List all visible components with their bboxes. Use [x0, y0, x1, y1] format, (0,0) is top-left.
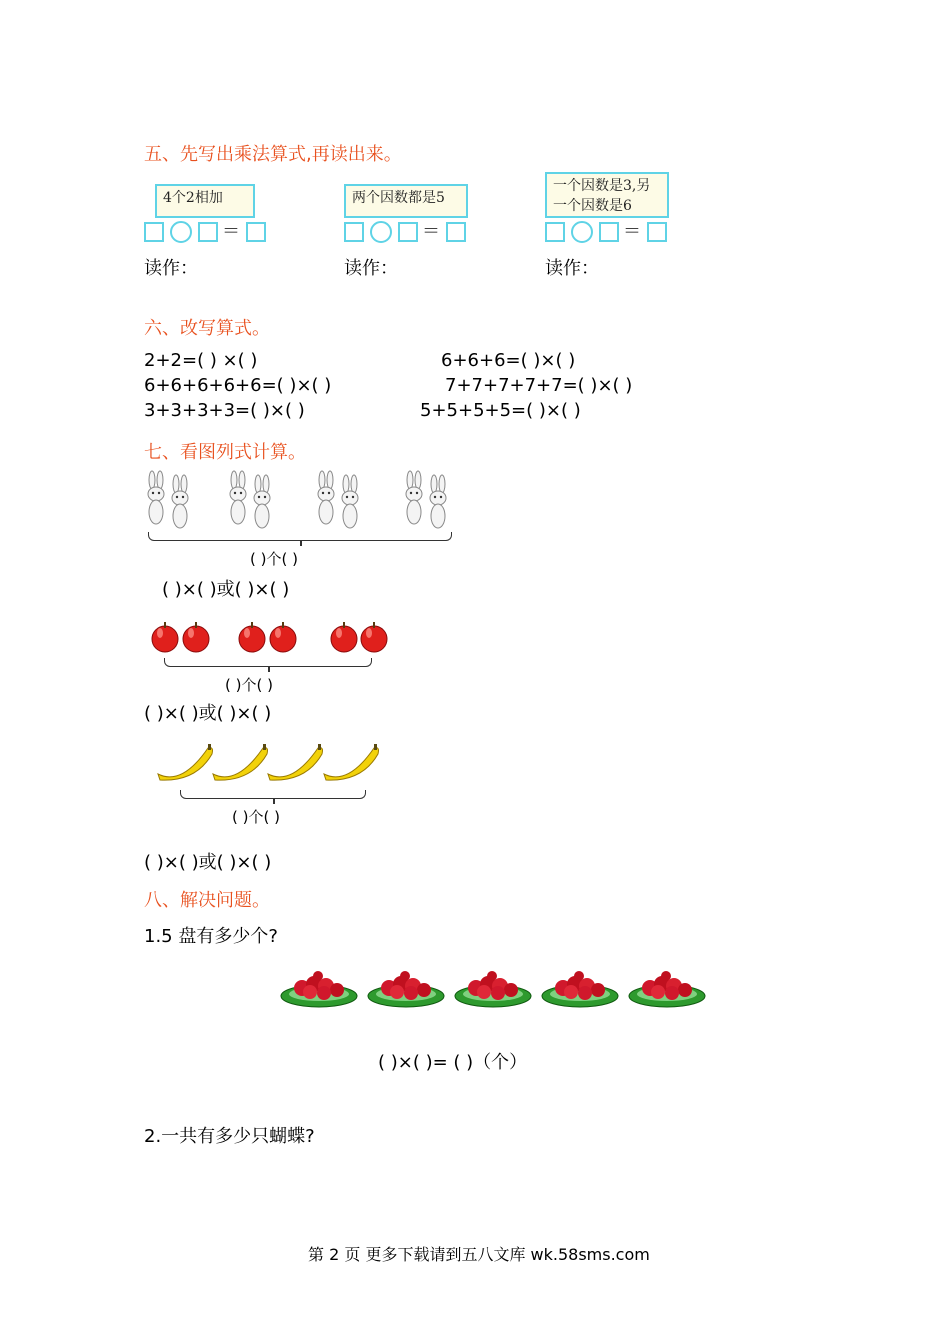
group-brace: [180, 790, 366, 799]
answer-box[interactable]: [647, 222, 667, 242]
rewrite-item: 2+2=( ) ×( ): [144, 350, 258, 371]
rabbit-answer: ( )×( )或( )×( ): [162, 579, 290, 600]
operator-circle[interactable]: [370, 221, 392, 243]
equals-sign: ＝: [623, 221, 641, 242]
read-label: 读作：: [344, 258, 398, 279]
section8-title: 八、解决问题。: [144, 890, 270, 911]
section7-title: 七、看图列式计算。: [144, 442, 306, 463]
rewrite-item: 6+6+6+6+6=( )×( ): [144, 375, 332, 396]
answer-box[interactable]: [599, 222, 619, 242]
prompt-text: 一个因数是3,另: [553, 178, 651, 194]
group-label: ( )个( ): [225, 676, 273, 694]
group-brace: [164, 658, 372, 667]
section5-title: 五、先写出乘法算式,再读出来。: [144, 144, 402, 165]
rabbits-image: [140, 468, 455, 530]
rewrite-item: 3+3+3+3=( )×( ): [144, 400, 305, 421]
prompt-text: 一个因数是6: [553, 198, 632, 214]
apples-image: [150, 620, 395, 656]
bananas-image: [156, 742, 384, 786]
equals-sign: ＝: [422, 221, 440, 242]
prompt-text: 4个2相加: [163, 190, 223, 206]
apple-answer: ( )×( )或( )×( ): [144, 703, 272, 724]
banana-answer: ( )×( )或( )×( ): [144, 852, 272, 873]
rewrite-item: 6+6+6=( )×( ): [441, 350, 576, 371]
answer-box[interactable]: [144, 222, 164, 242]
strawberry-plates-image: [280, 964, 710, 1010]
section6-title: 六、改写算式。: [144, 318, 270, 339]
answer-box[interactable]: [344, 222, 364, 242]
question-1-answer: ( )×( )= ( )（个）: [378, 1052, 528, 1073]
read-label: 读作：: [545, 258, 599, 279]
prompt-text: 两个因数都是5: [352, 190, 445, 206]
answer-box[interactable]: [446, 222, 466, 242]
rewrite-item: 7+7+7+7+7=( )×( ): [445, 375, 633, 396]
prompt-card: [545, 172, 669, 218]
read-label: 读作：: [144, 258, 198, 279]
page-footer: 第 2 页 更多下载请到五八文库 wk.58sms.com: [308, 1245, 650, 1264]
rewrite-item: 5+5+5+5=( )×( ): [420, 400, 581, 421]
answer-box[interactable]: [545, 222, 565, 242]
answer-box[interactable]: [198, 222, 218, 242]
operator-circle[interactable]: [170, 221, 192, 243]
question-1: 1.5 盘有多少个?: [144, 926, 278, 947]
answer-box[interactable]: [246, 222, 266, 242]
answer-box[interactable]: [398, 222, 418, 242]
operator-circle[interactable]: [571, 221, 593, 243]
equals-sign: ＝: [222, 221, 240, 242]
prompt-card: [344, 184, 468, 218]
group-brace: [148, 532, 452, 541]
prompt-card: [155, 184, 255, 218]
question-2: 2.一共有多少只蝴蝶?: [144, 1126, 315, 1147]
group-label: ( )个( ): [232, 808, 280, 826]
group-label: ( )个( ): [250, 550, 298, 568]
